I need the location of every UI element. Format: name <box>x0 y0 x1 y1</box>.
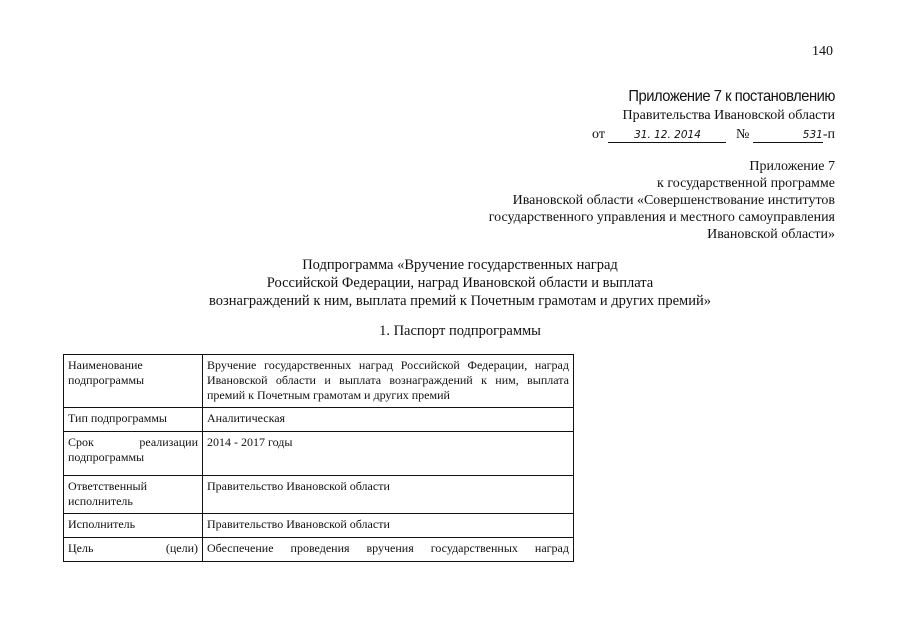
number-field: 531 <box>753 129 823 143</box>
section-title: 1. Паспорт подпрограммы <box>379 323 541 339</box>
program-appendix-line5: Ивановской области» <box>707 227 835 242</box>
program-appendix-line2: к государственной программе <box>657 176 835 191</box>
subprogram-title <box>140 256 780 310</box>
table-row <box>64 432 574 476</box>
subprogram-title-line2: Российской Федерации, наград Ивановской области и выплата <box>266 275 654 291</box>
subprogram-title-line3: вознаграждений к ним, выплата премий к Почетным грамотам и других премий» <box>209 293 711 309</box>
appendix-line2: Правительства Ивановской области <box>622 108 835 123</box>
label-text: Срок <box>68 435 94 449</box>
table-row <box>64 538 574 562</box>
subprogram-title-line1: Подпрограмма «Вручение государственных наград <box>302 257 618 273</box>
table-row <box>64 476 574 514</box>
program-appendix <box>489 158 835 243</box>
number-suffix: -п <box>822 127 835 142</box>
label-text: Тип подпрограммы <box>68 411 167 425</box>
row-value: 2014 - 2017 годы <box>203 432 574 476</box>
number-label: № <box>735 127 750 142</box>
row-label <box>64 408 203 432</box>
program-appendix-line4: государственного управления и местного самоуправления <box>488 210 835 225</box>
appendix-header <box>592 88 835 143</box>
table-row <box>64 408 574 432</box>
label-text: реализации <box>139 435 198 449</box>
row-value: Правительство Ивановской области <box>203 514 574 538</box>
label-spread <box>68 435 198 450</box>
label-text: подпрограммы <box>68 450 145 464</box>
table-row <box>64 514 574 538</box>
page-number: 140 <box>812 44 833 59</box>
row-label <box>64 476 203 514</box>
row-value: Правительство Ивановской области <box>203 476 574 514</box>
label-text: Ответственный <box>68 479 148 493</box>
row-value: Аналитическая <box>203 408 574 432</box>
label-text: Наименование <box>68 358 143 372</box>
label-text: (цели) <box>165 541 198 555</box>
label-text: подпрограммы <box>68 373 145 387</box>
program-appendix-line3: Ивановской области «Совершенствование институтов <box>512 193 835 208</box>
passport-table <box>63 354 574 562</box>
row-label <box>64 538 203 562</box>
row-value: Вручение государственных наград Российской Федерации, наград Ивановской области и выплата вознаграждений к ним, выплата премий к Почетным грамотам и других премий <box>203 355 574 408</box>
appendix-date-line <box>592 126 835 143</box>
date-field: 31. 12. 2014 <box>608 129 726 143</box>
program-appendix-line1: Приложение 7 <box>749 159 835 174</box>
label-text: Цель <box>68 541 94 555</box>
label-text: Исполнитель <box>68 517 136 531</box>
label-text: исполнитель <box>68 494 133 508</box>
row-value: Обеспечение проведения вручения государственных наград <box>203 538 574 562</box>
table-row <box>64 355 574 408</box>
row-label <box>64 355 203 408</box>
from-label: от <box>592 127 605 142</box>
appendix-title: Приложение 7 к постановлению <box>628 88 835 105</box>
row-label <box>64 514 203 538</box>
label-spread <box>68 541 198 556</box>
row-label <box>64 432 203 476</box>
